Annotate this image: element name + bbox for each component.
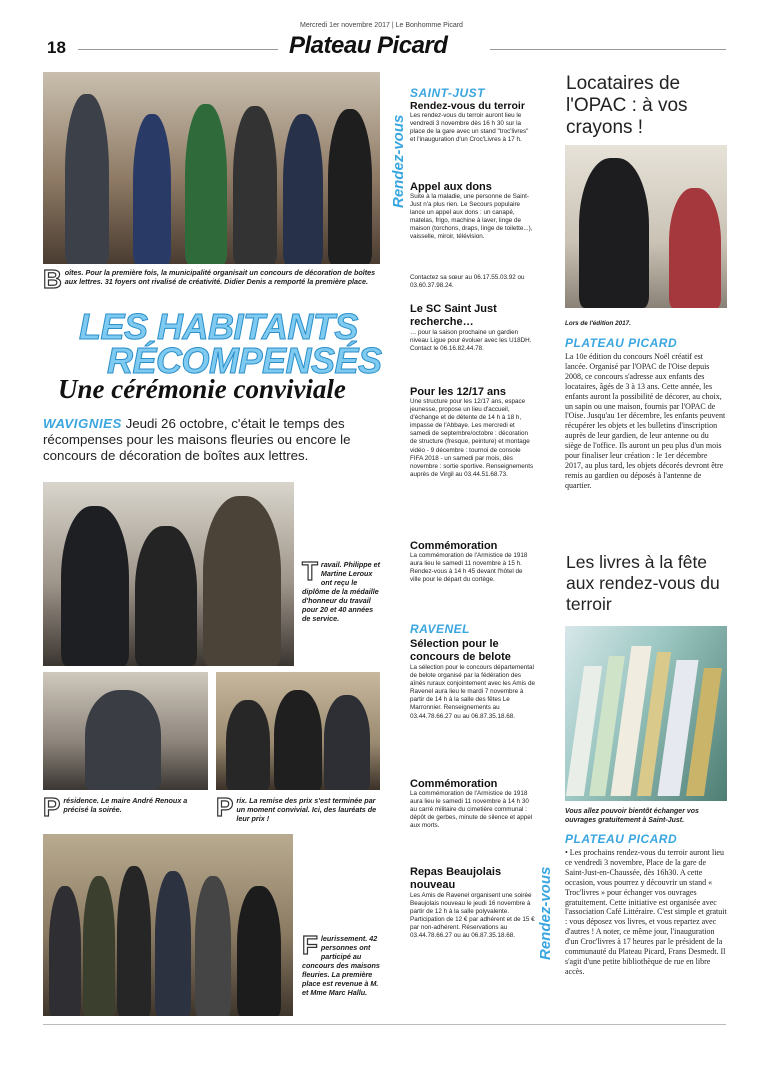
- vertical-label-bottom: Rendez-vous: [537, 866, 554, 960]
- opac-caption: Lors de l'édition 2017.: [565, 320, 631, 327]
- commemoration-ravenel: [410, 778, 535, 830]
- figure: [579, 158, 649, 308]
- caption-text: résidence. Le maire André Renoux a précisé la soirée.: [63, 796, 188, 814]
- separator: |: [391, 22, 394, 29]
- caption-text: oîtes. Pour la première fois, la municipalité organisait un concours de décoration de boîtes aux lettres. 31 foyers ont rivalisé de créativité. Didier Denis a remporté la première place.: [64, 268, 376, 286]
- figure: [324, 695, 370, 790]
- caption-fleurissement: [302, 930, 382, 997]
- headline-2: RÉCOMPENSÉS: [107, 340, 382, 381]
- town-ravenel: RAVENEL: [410, 622, 470, 636]
- figure: [274, 690, 322, 790]
- page-number: 18: [47, 38, 66, 57]
- caption-text: leurissement. 42 personnes ont participé au concours des maisons fleuries. La première place est revenue à M. et Mme Marc Hallu.: [302, 934, 380, 997]
- vertical-label-top: Rendez-vous: [390, 114, 407, 208]
- figure: [65, 94, 109, 264]
- photo-prix: [216, 672, 380, 790]
- drop-cap: P: [43, 792, 61, 822]
- bottom-rule: [43, 1024, 726, 1025]
- appel-dons: [410, 181, 535, 242]
- livres-title: Les livres à la fête aux rendez-vous du terroir: [566, 552, 720, 614]
- drop-cap: B: [43, 264, 62, 294]
- photo-opac: [565, 145, 727, 308]
- sc-saint-just: [410, 303, 535, 353]
- livres-kicker: PLATEAU PICARD: [565, 832, 678, 846]
- figure: [237, 886, 281, 1016]
- rv-terroir: [410, 100, 535, 144]
- figure: [49, 886, 81, 1016]
- beaujolais: [410, 866, 535, 941]
- header-rule-right: [490, 49, 726, 50]
- photo-presidence: [43, 672, 208, 790]
- item-body: La commémoration de l'Armistice de 1918 aura lieu le samedi 11 novembre à 14 h 30 au carré militaire du cimetière communal : dépôt de gerbes, minute de silence et appel aux morts.: [410, 790, 533, 830]
- paper-name: Le Bonhomme Picard: [395, 22, 463, 29]
- figure: [155, 871, 191, 1016]
- item-title: Pour les 12/17 ans: [410, 386, 506, 398]
- drop-cap: T: [302, 556, 318, 586]
- photo-fleurissement: [43, 834, 293, 1016]
- figure: [83, 876, 115, 1016]
- contact-soeur: Contactez sa sœur au 06.17.55.03.92 ou 03.60.37.98.24.: [410, 274, 525, 290]
- figure: [226, 700, 270, 790]
- figure: [328, 109, 372, 264]
- jeunes-12-17: [410, 386, 535, 479]
- caption-boites: [43, 264, 378, 294]
- commemoration-saint-just: [410, 540, 535, 584]
- item-body: Suite à la maladie, une personne de Saint-Just n'a plus rien. Le Secours populaire lance un appel aux dons : un canapé, matelas, frigo, machine à laver, linge de maison (torchons, draps, linge de toilette...), vaisselle, miroir, télévision.: [410, 193, 533, 241]
- caption-text: rix. La remise des prix s'est terminée par un moment convivial. Ici, des lauréats de leur prix !: [236, 796, 377, 823]
- figure: [669, 188, 721, 308]
- item-title: Rendez-vous du terroir: [410, 100, 525, 112]
- figure: [203, 496, 281, 666]
- livres-body: • Les prochains rendez-vous du terroir auront lieu ce vendredi 3 novembre, Place de la gare de Saint-Just-en-Chaussée, dès 16h30. A cette occasion, vous pourrez y découvrir un stand « Troc'livres » pour échanger vos ouvrages gratuitement. Cette initiative est organisée avec l'association Café Littéraire. C'est simple et gratuit : vous déposez vos livres, et vous repartez avec d'autres ! A noter, ce même jour, l'inauguration d'un Croc'livres à 17 heures par le président de la communauté du Plateau Picard, Frans Desmedt. Il s'agit d'une petite bibliothèque de rue en libre accès.: [565, 848, 727, 976]
- item-body: Les Amis de Ravenel organisent une soirée Beaujolais nouveau le jeudi 16 novembre à partir de 12 h à la salle polyvalente. Participation de 12 € par adhérent et de 15 € par non-adhérent. Réservations au 03.44.78.66.27 ou au 06.87.35.18.68.: [410, 892, 535, 940]
- figure: [133, 114, 171, 264]
- figure: [117, 866, 151, 1016]
- figure: [61, 506, 129, 666]
- caption-presidence: [43, 792, 208, 822]
- figure: [283, 114, 323, 264]
- item-body: Une structure pour les 12/17 ans, espace jeunesse, propose un lieu d'accueil, d'échange et de détente de 14 h à 18 h, impasse de l'Abbaye. Les mercredi et samedi de septembre/octobre : décoration de structure (fresque, peinture) et montage vidéo - 9 décembre : tournoi de console FIFA 2018 - un samedi par mois, dès novembre : sortie sportive. Renseignements auprès de Virgil au 03.44.51.68.73.: [410, 398, 534, 478]
- photo-boites: [43, 72, 380, 264]
- section-title: Plateau Picard: [289, 32, 448, 59]
- figure: [195, 876, 231, 1016]
- item-title: Le SC Saint Just recherche…: [410, 303, 497, 328]
- lead-text: Jeudi 26 octobre, c'était le temps des récompenses pour les maisons fleuries ou encore le concours de décoration de boîtes aux lettres.: [43, 416, 351, 463]
- drop-cap: F: [302, 930, 318, 960]
- drop-cap: P: [216, 792, 234, 822]
- caption-travail: [302, 556, 382, 623]
- caption-text: ravail. Philippe et Martine Leroux ont reçu le diplôme de la médaille d'honneur du travail pour 20 et 40 années de service.: [302, 560, 381, 623]
- photo-livres: [565, 626, 727, 801]
- belote: [410, 638, 535, 721]
- caption-prix: [216, 792, 380, 823]
- item-title: Commémoration: [410, 778, 498, 790]
- date-text: Mercredi 1er novembre 2017: [300, 22, 390, 29]
- opac-title: Locataires de l'OPAC : à vos crayons !: [566, 73, 688, 138]
- livres-caption: Vous allez pouvoir bientôt échanger vos ouvrages gratuitement à Saint-Just.: [565, 808, 699, 824]
- item-body: La sélection pour le concours départemental de belote organisé par la fédération des aînés ruraux conjointement avec les Amis de Ravenel aura lieu le mardi 7 novembre à partir de 14 h à la salle des fêtes Le Marronnier. Renseignements au 03.44.78.66.27 ou au 06.87.35.18.68.: [410, 664, 535, 720]
- item-body: La commémoration de l'Armistice de 1918 aura lieu le samedi 11 novembre à 15 h. Rendez-vous à 14 h 45 devant l'hôtel de ville pour le départ du cortège.: [410, 552, 528, 584]
- date-line: [300, 22, 463, 29]
- lead-paragraph: [43, 416, 385, 464]
- item-title: Commémoration: [410, 540, 498, 552]
- figure: [85, 690, 161, 790]
- header-rule-left: [78, 49, 278, 50]
- subhead: Une cérémonie conviviale: [58, 374, 346, 404]
- figure: [135, 526, 197, 666]
- photo-travail: [43, 482, 294, 666]
- town-saint-just: SAINT-JUST: [410, 86, 486, 100]
- item-title: Appel aux dons: [410, 181, 492, 193]
- item-body: Les rendez-vous du terroir auront lieu le vendredi 3 novembre dès 16 h 30 sur la place de la gare avec un stand "troc'livres" et l'inauguration d'un Croc'Livres à 17 h.: [410, 112, 529, 144]
- opac-body: La 10e édition du concours Noël créatif est lancée. Organisé par l'OPAC de l'Oise depuis 2008, ce concours s'adresse aux enfants des locataires, âgés de 3 à 13 ans. Cette année, les enfants auront la possibilité de décorer, au choix, un sapin ou une maison, fournis par l'OPAC de l'Oise. Jusqu'au 1er décembre, les enfants peuvent récupérer les objets et les bulletins d'inscription auprès de leur gardien, de leur antenne ou du siège de l'office. Ils auront un peu plus d'un mois pour finaliser leur création : le 1er décembre 2017, au plus tard, les objets décorés devront être remis au gardien ou déposés à l'antenne de quartier.: [565, 352, 726, 490]
- item-body: … pour la saison prochaine un gardien niveau Ligue pour évoluer avec les U18DH. Contact le 06.16.82.44.78.: [410, 329, 532, 353]
- item-title: Repas Beaujolais nouveau: [410, 866, 502, 891]
- lead-town: WAVIGNIES: [43, 416, 122, 431]
- opac-kicker: PLATEAU PICARD: [565, 336, 678, 350]
- figure: [233, 106, 277, 264]
- item-title: Sélection pour le concours de belote: [410, 638, 511, 663]
- figure: [185, 104, 227, 264]
- headline-1: LES HABITANTS: [79, 306, 358, 347]
